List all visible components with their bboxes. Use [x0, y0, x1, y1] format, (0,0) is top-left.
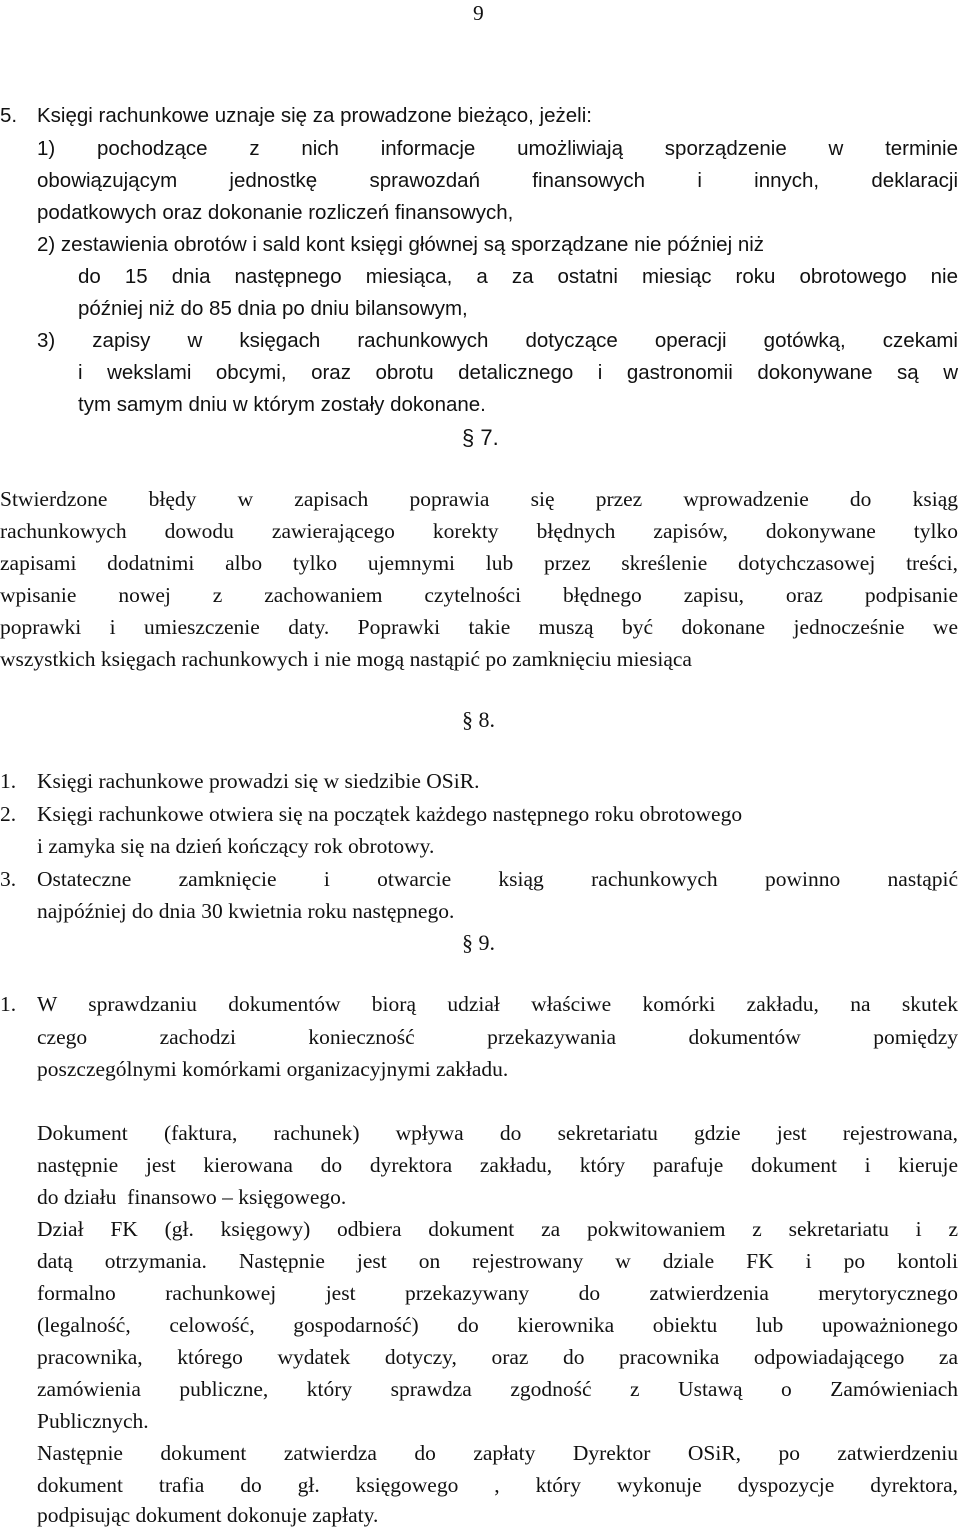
- section-8-item-2-number: 2.: [0, 802, 17, 826]
- section-7-line-3: zapisami dodatnimi albo tylko ujemnymi lub przez skreślenie dotychczasowej treści,: [0, 551, 958, 575]
- section-9-para-1-line-2: następnie jest kierowana do dyrektora zakładu, który parafuje dokument i kieruje: [37, 1153, 958, 1177]
- item-5-sub3-line-3: tym samym dniu w którym zostały dokonane.: [78, 393, 486, 416]
- item-5-sub3-line-2: i wekslami obcymi, oraz obrotu detalicznego i gastronomii dokonywane są w: [78, 361, 958, 384]
- section-7-heading: § 7.: [462, 425, 499, 450]
- section-9-para-1-line-1: Dokument (faktura, rachunek) wpływa do sekretariatu gdzie jest rejestrowana,: [37, 1121, 958, 1145]
- section-8-item-2-line-2: i zamyka się na dzień kończący rok obrotowy.: [37, 834, 435, 858]
- item-5-sub1-line-3: podatkowych oraz dokonanie rozliczeń finansowych,: [37, 201, 514, 224]
- item-5-sub1-line-1: 1) pochodzące z nich informacje umożliwiają sporządzenie w terminie: [37, 137, 958, 160]
- section-8-item-1-text: Księgi rachunkowe prowadzi się w siedzibie OSiR.: [37, 769, 480, 793]
- section-9-para-2-line-7: Publicznych.: [37, 1409, 149, 1433]
- item-5-intro: [0, 103, 592, 129]
- section-9-para-2-line-3: formalno rachunkowej jest przekazywany do zatwierdzenia merytorycznego: [37, 1281, 958, 1305]
- item-5-number: 5.: [0, 104, 18, 127]
- section-8-item-3-line-1: [0, 866, 958, 892]
- section-9-para-3-line-2: dokument trafia do gł. księgowego , który wykonuje dyspozycje dyrektora,: [37, 1473, 958, 1497]
- section-8-heading: § 8.: [462, 707, 495, 732]
- section-7-line-4: wpisanie nowej z zachowaniem czytelności błędnego zapisu, oraz podpisanie: [0, 583, 958, 607]
- section-7-line-2: rachunkowych dowodu zawierającego korekty błędnych zapisów, dokonywane tylko: [0, 519, 958, 543]
- section-9-para-2-line-6: zamówienia publiczne, który sprawdza zgodność z Ustawą o Zamówieniach: [37, 1377, 958, 1401]
- section-8-item-3-text-1: Ostateczne zamknięcie i otwarcie ksiąg rachunkowych powinno nastąpić: [37, 867, 958, 891]
- section-9-para-2-line-1: Dział FK (gł. księgowy) odbiera dokument za pokwitowaniem z sekretariatu i z: [37, 1217, 958, 1241]
- item-5-sub2-line-2: do 15 dnia następnego miesiąca, a za ostatni miesiąc roku obrotowego nie: [78, 265, 958, 288]
- section-7-line-1: Stwierdzone błędy w zapisach poprawia się przez wprowadzenie do ksiąg: [0, 487, 958, 511]
- section-9-item-1-line-2: czego zachodzi konieczność przekazywania dokumentów pomiędzy: [37, 1025, 958, 1049]
- section-8-item-1: [0, 768, 479, 794]
- section-9-para-3-line-3: podpisując dokument dokonuje zapłaty.: [37, 1503, 379, 1527]
- section-9-heading: § 9.: [462, 930, 495, 955]
- section-7-line-6: wszystkich księgach rachunkowych i nie mogą nastąpić po zamknięciu miesiąca: [0, 647, 692, 671]
- section-8-item-2-line-1: [0, 801, 742, 827]
- section-9-item-1-line-3: poszczególnymi komórkami organizacyjnymi zakładu.: [37, 1057, 509, 1081]
- section-9-para-2-line-4: (legalność, celowość, gospodarność) do kierownika obiektu lub upoważnionego: [37, 1313, 958, 1337]
- section-9-para-1-line-3: do działu finansowo – księgowego.: [37, 1185, 347, 1209]
- section-8-item-3-number: 3.: [0, 867, 17, 891]
- item-5-sub3-line-1: 3) zapisy w księgach rachunkowych dotyczące operacji gotówką, czekami: [37, 329, 958, 352]
- item-5-sub2-line-3: później niż do 85 dnia po dniu bilansowym,: [78, 297, 468, 320]
- section-7-line-5: poprawki i umieszczenie daty. Poprawki takie muszą być dokonane jednocześnie we: [0, 615, 958, 639]
- item-5-intro-text: Księgi rachunkowe uznaje się za prowadzone bieżąco, jeżeli:: [37, 104, 592, 127]
- section-9-item-1-line-1: [0, 991, 958, 1017]
- section-8-item-1-number: 1.: [0, 769, 17, 793]
- section-9-para-2-line-5: pracownika, którego wydatek dotyczy, oraz do pracownika odpowiadającego za: [37, 1345, 958, 1369]
- item-5-sub1-line-2: obowiązującym jednostkę sprawozdań finansowych i innych, deklaracji: [37, 169, 958, 192]
- section-8-item-3-line-2: najpóźniej do dnia 30 kwietnia roku następnego.: [37, 899, 455, 923]
- section-9-para-2-line-2: datą otrzymania. Następnie jest on rejestrowany w dziale FK i po kontoli: [37, 1249, 958, 1273]
- section-9-item-1-text-1: W sprawdzaniu dokumentów biorą udział właściwe komórki zakładu, na skutek: [37, 992, 958, 1016]
- item-5-sub2-line-1: 2) zestawienia obrotów i sald kont księgi głównej są sporządzane nie później niż: [37, 233, 765, 256]
- section-8-item-2-text-1: Księgi rachunkowe otwiera się na początek każdego następnego roku obrotowego: [37, 802, 743, 826]
- page-number: 9: [473, 1, 484, 25]
- section-9-item-1-number: 1.: [0, 992, 17, 1016]
- section-9-para-3-line-1: Następnie dokument zatwierdza do zapłaty Dyrektor OSiR, po zatwierdzeniu: [37, 1441, 958, 1465]
